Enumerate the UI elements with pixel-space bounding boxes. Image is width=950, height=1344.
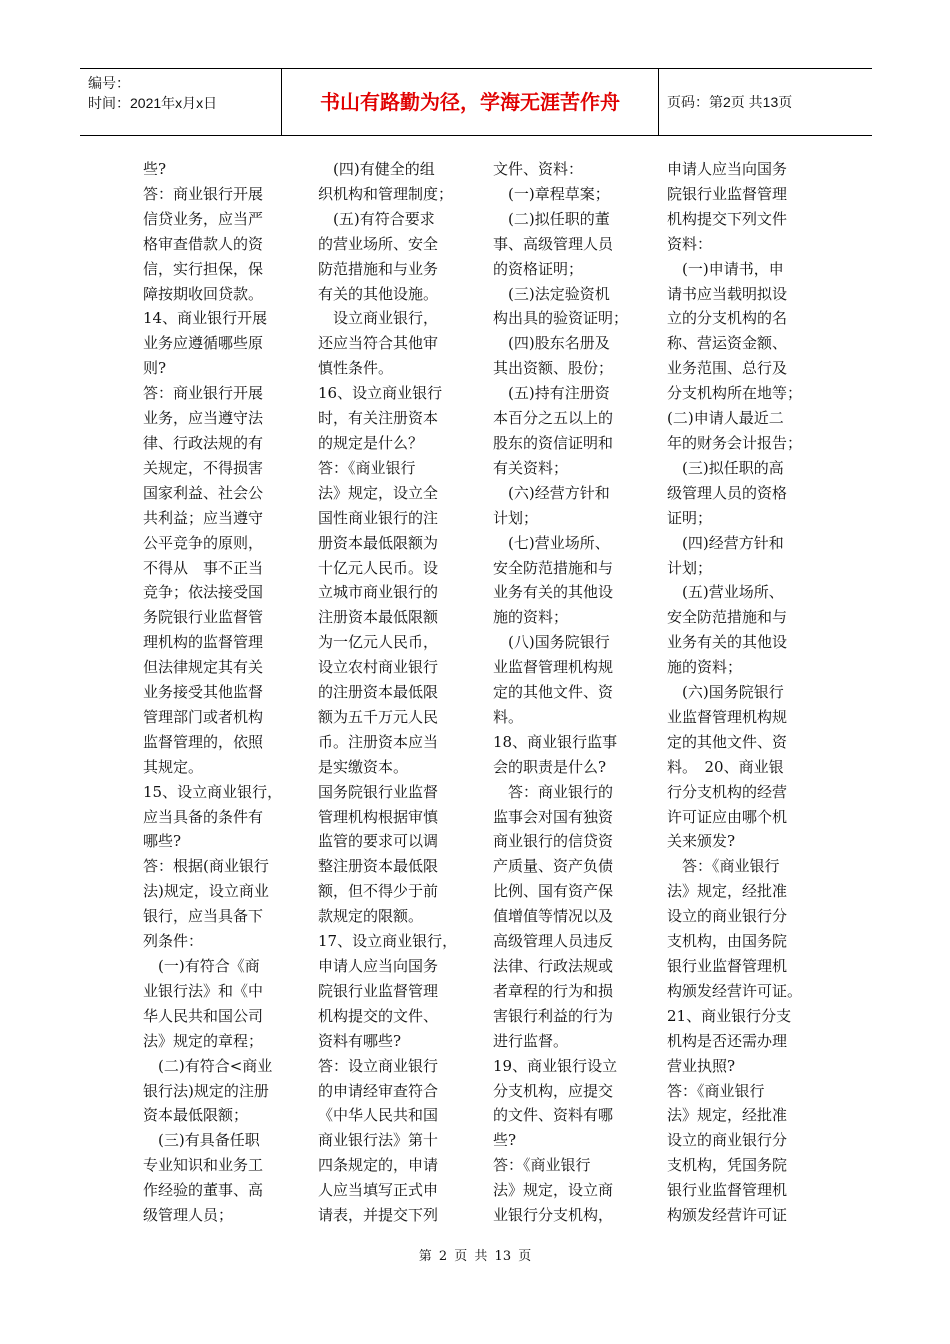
text-line: 机构是否还需办理 bbox=[667, 1031, 788, 1050]
text-line: 16、设立商业银行 bbox=[318, 384, 443, 403]
text-line: 营业执照? bbox=[667, 1056, 736, 1075]
text-line: 答：《商业银行 bbox=[667, 1081, 765, 1100]
text-line: 竞争；依法接受国 bbox=[143, 583, 264, 602]
text-line: 法》规定的章程； bbox=[143, 1031, 264, 1050]
text-line: (二)有符合<商业 bbox=[143, 1056, 273, 1075]
text-line: 18、商业银行监事 bbox=[493, 732, 618, 751]
text-line: 施的资料； bbox=[667, 658, 743, 677]
text-line: 安全防范措施和与 bbox=[667, 608, 788, 627]
text-line: 进行监督。 bbox=[493, 1031, 569, 1050]
text-line: 答：商业银行开展 bbox=[143, 184, 264, 203]
text-line: 业银行分支机构， bbox=[493, 1206, 614, 1225]
text-line: 施的资料； bbox=[493, 608, 569, 627]
text-column-1 bbox=[143, 157, 303, 1228]
text-line: 有关资料； bbox=[493, 458, 569, 477]
text-line: 的文件、资料有哪 bbox=[493, 1106, 614, 1125]
text-line: 年的财务会计报告； bbox=[667, 433, 803, 452]
header-meta bbox=[80, 69, 282, 135]
text-line: 信，实行担保，保 bbox=[143, 259, 264, 278]
text-line: 律、行政法规的有 bbox=[143, 433, 264, 452]
document-time: 时间：2021年x月x日 bbox=[88, 95, 218, 111]
text-line: 则? bbox=[143, 359, 167, 378]
text-line: 值增值等情况以及 bbox=[493, 907, 614, 926]
text-line: 答：《商业银行 bbox=[318, 458, 416, 477]
text-line: 障按期收回贷款。 bbox=[143, 284, 264, 303]
text-line: 但法律规定其有关 bbox=[143, 658, 264, 677]
text-line: 构出具的验资证明； bbox=[493, 309, 629, 328]
text-line: 些? bbox=[493, 1131, 517, 1150]
text-line: 答：商业银行开展 bbox=[143, 384, 264, 403]
text-line: 管理机构根据审慎 bbox=[318, 807, 439, 826]
text-line: (一)章程草案； bbox=[493, 184, 610, 203]
text-line: (五)有符合要求 bbox=[318, 209, 435, 228]
text-line: 业务接受其他监督 bbox=[143, 683, 264, 702]
text-line: 分支机构，应提交 bbox=[493, 1081, 614, 1100]
text-column-4 bbox=[667, 157, 827, 1228]
text-line: 行分支机构的经营 bbox=[667, 782, 788, 801]
text-line: 申请人应当向国务 bbox=[667, 160, 788, 178]
text-line: 业监督管理机构规 bbox=[493, 658, 614, 677]
text-line: 计划； bbox=[493, 508, 539, 527]
text-line: 计划； bbox=[667, 558, 713, 577]
text-line: 证明； bbox=[667, 508, 713, 527]
text-line: 答：根据(商业银行 bbox=[143, 857, 269, 876]
text-line: 册资本最低限额为 bbox=[318, 533, 439, 552]
text-line: (一)有符合《商 bbox=[143, 957, 260, 975]
text-line: 资料： bbox=[667, 234, 713, 253]
text-line: 哪些? bbox=[143, 832, 182, 851]
text-line: (六)国务院银行 bbox=[667, 683, 784, 702]
text-line: 资本最低限额； bbox=[143, 1106, 249, 1125]
text-line: 专业知识和业务工 bbox=[143, 1156, 264, 1175]
header-page-info: 页码：第2页 共13页 bbox=[667, 94, 793, 110]
text-line: 事、高级管理人员 bbox=[493, 234, 614, 253]
text-line: 支机构，凭国务院 bbox=[667, 1156, 788, 1175]
text-line: 十亿元人民币。设 bbox=[318, 558, 439, 577]
text-line: 些? bbox=[143, 160, 167, 178]
text-line: 监事会对国有独资 bbox=[493, 807, 614, 826]
text-line: 本百分之五以上的 bbox=[493, 409, 614, 428]
text-line: 答：《商业银行 bbox=[493, 1156, 591, 1175]
text-line: 整注册资本最低限 bbox=[318, 857, 439, 876]
text-line: 信贷业务，应当严 bbox=[143, 209, 264, 228]
text-line: 银行，应当具备下 bbox=[143, 907, 264, 926]
text-line: 格审查借款人的资 bbox=[143, 234, 264, 253]
text-line: 高级管理人员违反 bbox=[493, 932, 614, 951]
text-line: 文件、资料： bbox=[493, 160, 584, 178]
text-line: 院银行业监督管理 bbox=[318, 981, 439, 1000]
text-line: 商业银行的信贷资 bbox=[493, 832, 614, 851]
text-line: 答：设立商业银行 bbox=[318, 1056, 439, 1075]
text-line: 院银行业监督管理 bbox=[667, 184, 788, 203]
text-line: 支机构，由国务院 bbox=[667, 932, 788, 951]
text-line: 害银行利益的行为 bbox=[493, 1006, 614, 1025]
text-line: 理机构的监督管理 bbox=[143, 633, 264, 652]
text-line: 业监督管理机构规 bbox=[667, 707, 788, 726]
text-line: 四条规定的，申请 bbox=[318, 1156, 439, 1175]
text-line: 法》规定，经批准 bbox=[667, 882, 788, 901]
text-line: 法》规定，设立商 bbox=[493, 1181, 614, 1200]
text-line: 设立农村商业银行 bbox=[318, 658, 439, 677]
text-line: 定的其他文件、资 bbox=[667, 732, 788, 751]
text-line: 比例、国有资产保 bbox=[493, 882, 614, 901]
text-line: 立城市商业银行的 bbox=[318, 583, 439, 602]
text-line: 构颁发经营许可证。 bbox=[667, 981, 803, 1000]
text-line: 安全防范措施和与 bbox=[493, 558, 614, 577]
text-line: (二)拟任职的董 bbox=[493, 209, 610, 228]
text-line: (一)申请书，申 bbox=[667, 259, 784, 278]
text-line: 公平竞争的原则， bbox=[143, 533, 264, 552]
text-line: 业务有关的其他设 bbox=[493, 583, 614, 602]
text-line: 立的分支机构的名 bbox=[667, 309, 788, 328]
text-line: 额，但不得少于前 bbox=[318, 882, 439, 901]
text-line: 务院银行业监督管 bbox=[143, 608, 264, 627]
text-line: 会的职责是什么? bbox=[493, 757, 607, 776]
text-line: 答：商业银行的 bbox=[493, 782, 614, 801]
text-line: 机构提交的文件、 bbox=[318, 1006, 439, 1025]
text-line: (七)营业场所、 bbox=[493, 533, 610, 552]
page-footer: 第 2 页 共 13 页 bbox=[418, 1249, 532, 1264]
text-line: 不得从 事不正当 bbox=[143, 558, 264, 577]
text-line: 国性商业银行的注 bbox=[318, 508, 439, 527]
text-line: 国务院银行业监督 bbox=[318, 782, 439, 801]
text-line: 答：《商业银行 bbox=[667, 857, 780, 876]
text-line: 业务应遵循哪些原 bbox=[143, 334, 264, 353]
text-line: 请书应当载明拟设 bbox=[667, 284, 788, 303]
page-header bbox=[80, 68, 872, 136]
text-line: 华人民共和国公司 bbox=[143, 1006, 264, 1025]
text-line: 分支机构所在地等； bbox=[667, 384, 803, 403]
text-line: 银行业监督管理机 bbox=[667, 1181, 788, 1200]
text-line: 机构提交下列文件 bbox=[667, 209, 788, 228]
text-line: 设立的商业银行分 bbox=[667, 1131, 788, 1150]
text-column-2 bbox=[318, 157, 478, 1228]
text-line: 15、设立商业银行， bbox=[143, 782, 283, 801]
text-line: 的资格证明； bbox=[493, 259, 584, 278]
text-line: 21、商业银行分支 bbox=[667, 1006, 792, 1025]
text-line: 设立的商业银行分 bbox=[667, 907, 788, 926]
text-line: 17、设立商业银行， bbox=[318, 932, 458, 951]
text-line: 法》规定，经批准 bbox=[667, 1106, 788, 1125]
text-line: (二)申请人最近二 bbox=[667, 409, 784, 428]
text-line: 注册资本最低限额 bbox=[318, 608, 439, 627]
text-line: 国家利益、社会公 bbox=[143, 483, 264, 502]
text-line: 料。 20、商业银 bbox=[667, 757, 784, 776]
text-line: 业务范围、总行及 bbox=[667, 359, 788, 378]
text-line: (五)持有注册资 bbox=[493, 384, 610, 403]
text-line: 请表，并提交下列 bbox=[318, 1206, 439, 1225]
text-line: 的注册资本最低限 bbox=[318, 683, 439, 702]
text-line: 慎性条件。 bbox=[318, 359, 394, 378]
text-line: 为一亿元人民币， bbox=[318, 633, 439, 652]
text-line: 的规定是什么？ bbox=[318, 433, 424, 452]
text-line: 还应当符合其他审 bbox=[318, 334, 439, 353]
text-line: (四)有健全的组 bbox=[318, 160, 435, 178]
text-line: 关规定，不得损害 bbox=[143, 458, 264, 477]
text-line: 共利益；应当遵守 bbox=[143, 508, 264, 527]
text-line: 业银行法》和《中 bbox=[143, 981, 264, 1000]
text-line: 是实缴资本。 bbox=[318, 757, 409, 776]
text-line: 级管理人员； bbox=[143, 1206, 234, 1225]
text-column-3 bbox=[493, 157, 653, 1228]
text-line: 的申请经审查符合 bbox=[318, 1081, 439, 1100]
text-line: 法)规定，设立商业 bbox=[143, 882, 269, 901]
header-motto: 书山有路勤为径，学海无涯苦作舟 bbox=[282, 69, 659, 135]
text-line: 时，有关注册资本 bbox=[318, 409, 439, 428]
text-line: 款规定的限额。 bbox=[318, 907, 424, 926]
text-line: (六)经营方针和 bbox=[493, 483, 610, 502]
text-line: 资料有哪些? bbox=[318, 1031, 402, 1050]
text-line: 额为五千万元人民 bbox=[318, 707, 439, 726]
text-line: 防范措施和与业务 bbox=[318, 259, 439, 278]
text-line: 业务，应当遵守法 bbox=[143, 409, 264, 428]
text-line: 19、商业银行设立 bbox=[493, 1056, 618, 1075]
text-line: 监管的要求可以调 bbox=[318, 832, 439, 851]
text-line: 《中华人民共和国 bbox=[318, 1106, 439, 1125]
text-line: 申请人应当向国务 bbox=[318, 957, 439, 975]
text-line: 业务有关的其他设 bbox=[667, 633, 788, 652]
text-line: 设立商业银行， bbox=[318, 309, 439, 328]
text-line: 管理部门或者机构 bbox=[143, 707, 264, 726]
text-line: 者章程的行为和损 bbox=[493, 981, 614, 1000]
text-line: (四)经营方针和 bbox=[667, 533, 784, 552]
text-line: 币。注册资本应当 bbox=[318, 732, 439, 751]
text-line: 产质量、资产负债 bbox=[493, 857, 614, 876]
text-line: 股东的资信证明和 bbox=[493, 433, 614, 452]
text-line: 监督管理的，依照 bbox=[143, 732, 264, 751]
text-line: 商业银行法》第十 bbox=[318, 1131, 439, 1150]
text-line: 银行业监督管理机 bbox=[667, 957, 788, 975]
text-line: 列条件： bbox=[143, 932, 204, 951]
text-line: 14、商业银行开展 bbox=[143, 309, 268, 328]
text-line: 法律、行政法规或 bbox=[493, 957, 614, 975]
document-number-label: 编号： bbox=[88, 75, 130, 91]
text-line: 构颁发经营许可证 bbox=[667, 1206, 788, 1225]
text-line: (四)股东名册及 bbox=[493, 334, 610, 353]
text-line: 称、营运资金额、 bbox=[667, 334, 788, 353]
text-line: 级管理人员的资格 bbox=[667, 483, 788, 502]
text-line: 许可证应由哪个机 bbox=[667, 807, 788, 826]
text-line: (三)法定验资机 bbox=[493, 284, 610, 303]
text-line: 织机构和管理制度； bbox=[318, 184, 454, 203]
text-line: 料。 bbox=[493, 707, 524, 726]
text-line: (五)营业场所、 bbox=[667, 583, 784, 602]
text-line: 定的其他文件、资 bbox=[493, 683, 614, 702]
text-line: 法》规定，设立全 bbox=[318, 483, 439, 502]
text-line: 应当具备的条件有 bbox=[143, 807, 264, 826]
text-line: (三)有具备任职 bbox=[143, 1131, 260, 1150]
text-line: 作经验的董事、高 bbox=[143, 1181, 264, 1200]
text-line: 银行法)规定的注册 bbox=[143, 1081, 269, 1100]
text-line: 的营业场所、安全 bbox=[318, 234, 439, 253]
text-line: 其出资额、股份； bbox=[493, 359, 614, 378]
text-line: (八)国务院银行 bbox=[493, 633, 610, 652]
text-line: (三)拟任职的高 bbox=[667, 458, 784, 477]
text-line: 关来颁发? bbox=[667, 832, 736, 851]
text-line: 人应当填写正式申 bbox=[318, 1181, 439, 1200]
text-line: 有关的其他设施。 bbox=[318, 284, 439, 303]
text-line: 其规定。 bbox=[143, 757, 204, 776]
